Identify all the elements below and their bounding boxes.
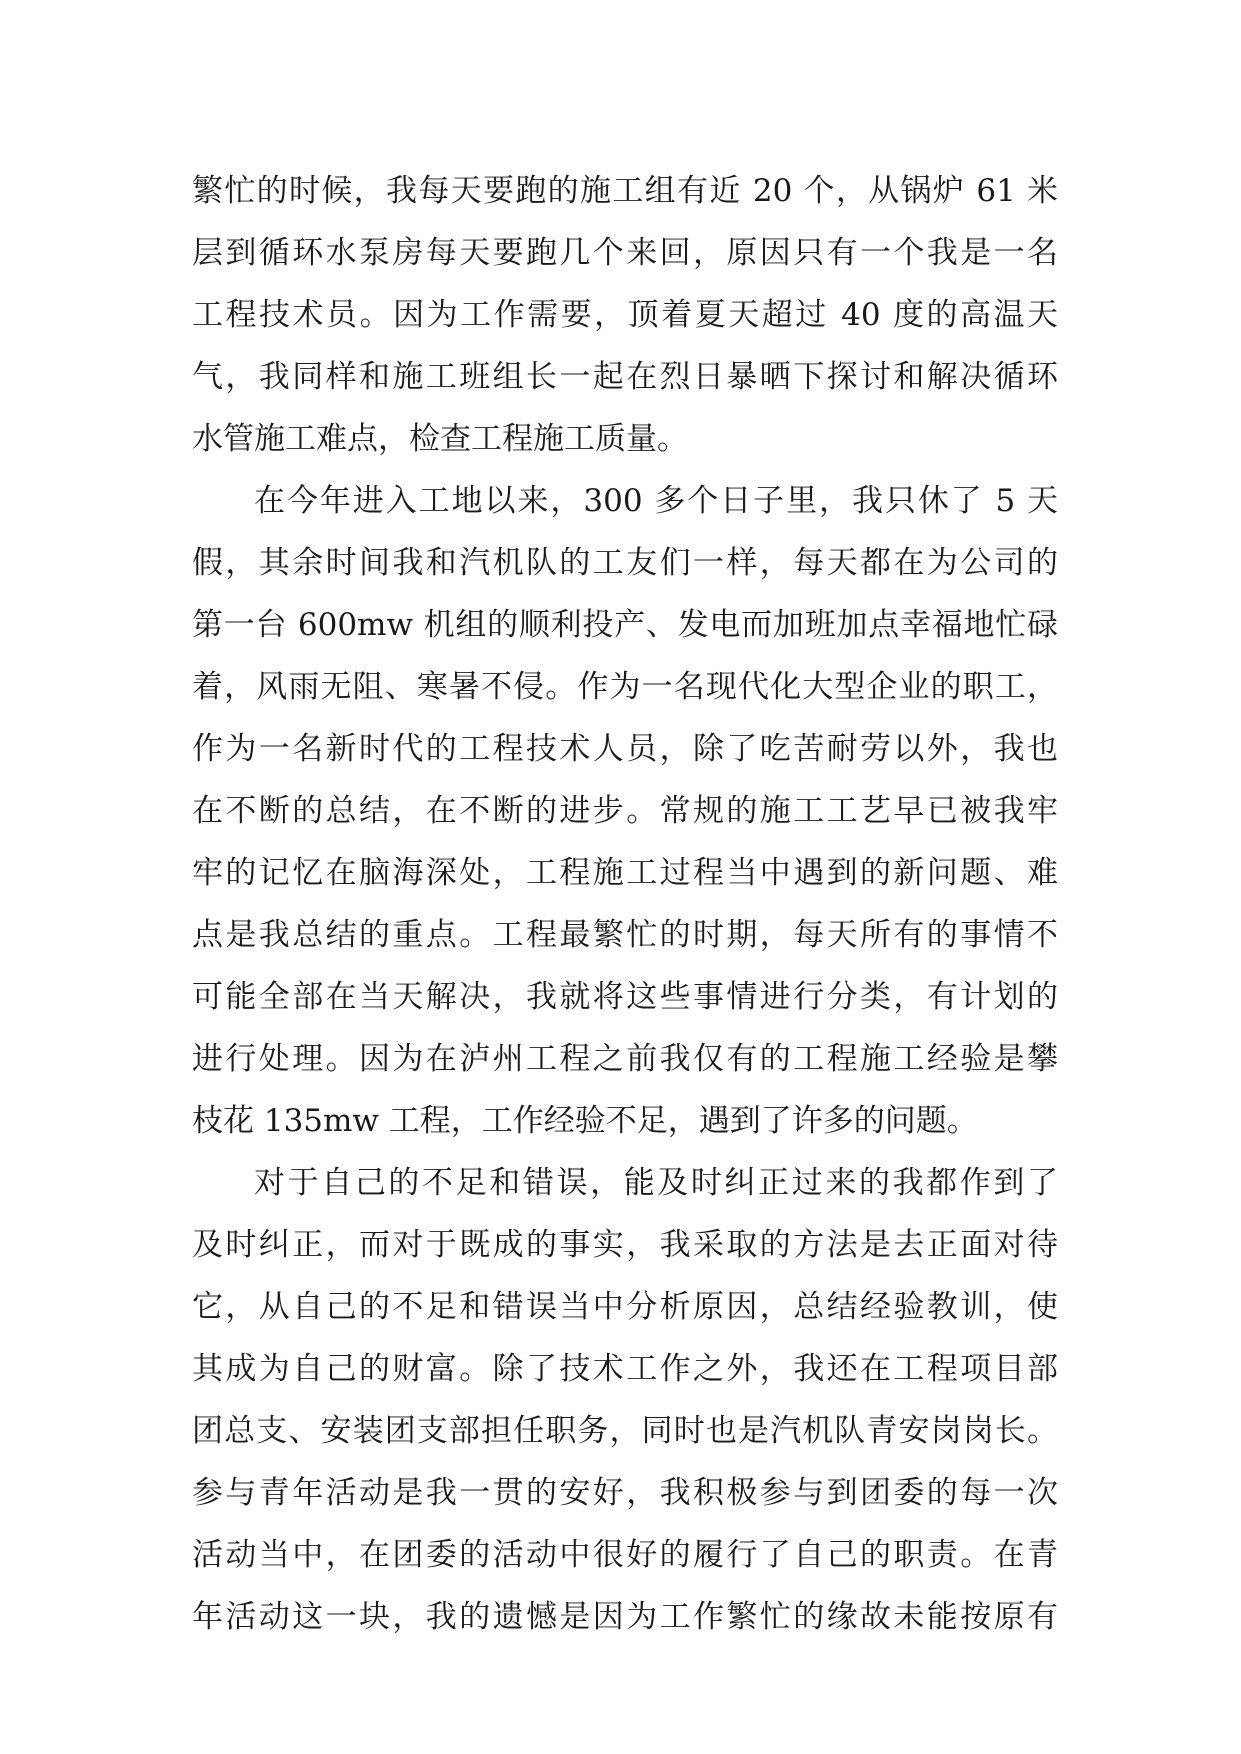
text-line: 水管施工难点，检查工程施工质量。	[192, 421, 688, 457]
text-line: 层到循环水泵房每天要跑几个来回，原因只有一个我是一名	[192, 235, 1058, 271]
text-line: 作为一名新时代的工程技术人员，除了吃苦耐劳以外，我也	[192, 731, 1058, 767]
text-line: 可能全部在当天解决，我就将这些事情进行分类，有计划的	[192, 979, 1058, 1015]
paragraph	[192, 1152, 1058, 1648]
text-line: 在今年进入工地以来，300 多个日子里，我只休了 5 天	[254, 483, 1058, 519]
text-line: 假，其余时间我和汽机队的工友们一样，每天都在为公司的	[192, 545, 1058, 581]
text-line: 枝花 135mw 工程，工作经验不足，遇到了许多的问题。	[192, 1103, 978, 1139]
text-line: 牢的记忆在脑海深处，工程施工过程当中遇到的新问题、难	[192, 855, 1058, 891]
paragraph	[192, 160, 1058, 470]
text-line: 繁忙的时候，我每天要跑的施工组有近 20 个，从锅炉 61 米	[192, 173, 1058, 209]
text-line: 它，从自己的不足和错误当中分析原因，总结经验教训，使	[192, 1289, 1058, 1325]
text-line: 在不断的总结，在不断的进步。常规的施工工艺早已被我牢	[192, 793, 1058, 829]
body-text	[192, 160, 1058, 1648]
text-line: 及时纠正，而对于既成的事实，我采取的方法是去正面对待	[192, 1227, 1058, 1263]
text-line: 年活动这一块，我的遗憾是因为工作繁忙的缘故未能按原有	[192, 1599, 1058, 1635]
text-line: 工程技术员。因为工作需要，顶着夏天超过 40 度的高温天	[192, 297, 1058, 333]
text-line: 其成为自己的财富。除了技术工作之外，我还在工程项目部	[192, 1351, 1058, 1387]
text-line: 第一台 600mw 机组的顺利投产、发电而加班加点幸福地忙碌	[192, 607, 1058, 643]
text-line: 对于自己的不足和错误，能及时纠正过来的我都作到了	[254, 1165, 1058, 1201]
paragraph	[192, 470, 1058, 1152]
text-line: 活动当中，在团委的活动中很好的履行了自己的职责。在青	[192, 1537, 1058, 1573]
text-line: 点是我总结的重点。工程最繁忙的时期，每天所有的事情不	[192, 917, 1058, 953]
text-line: 气，我同样和施工班组长一起在烈日暴晒下探讨和解决循环	[192, 359, 1058, 395]
text-line: 参与青年活动是我一贯的安好，我积极参与到团委的每一次	[192, 1475, 1058, 1511]
text-line: 进行处理。因为在泸州工程之前我仅有的工程施工经验是攀	[192, 1041, 1058, 1077]
text-line: 团总支、安装团支部担任职务，同时也是汽机队青安岗岗长。	[192, 1413, 1058, 1449]
text-line: 着，风雨无阻、寒暑不侵。作为一名现代化大型企业的职工，	[192, 669, 1058, 705]
